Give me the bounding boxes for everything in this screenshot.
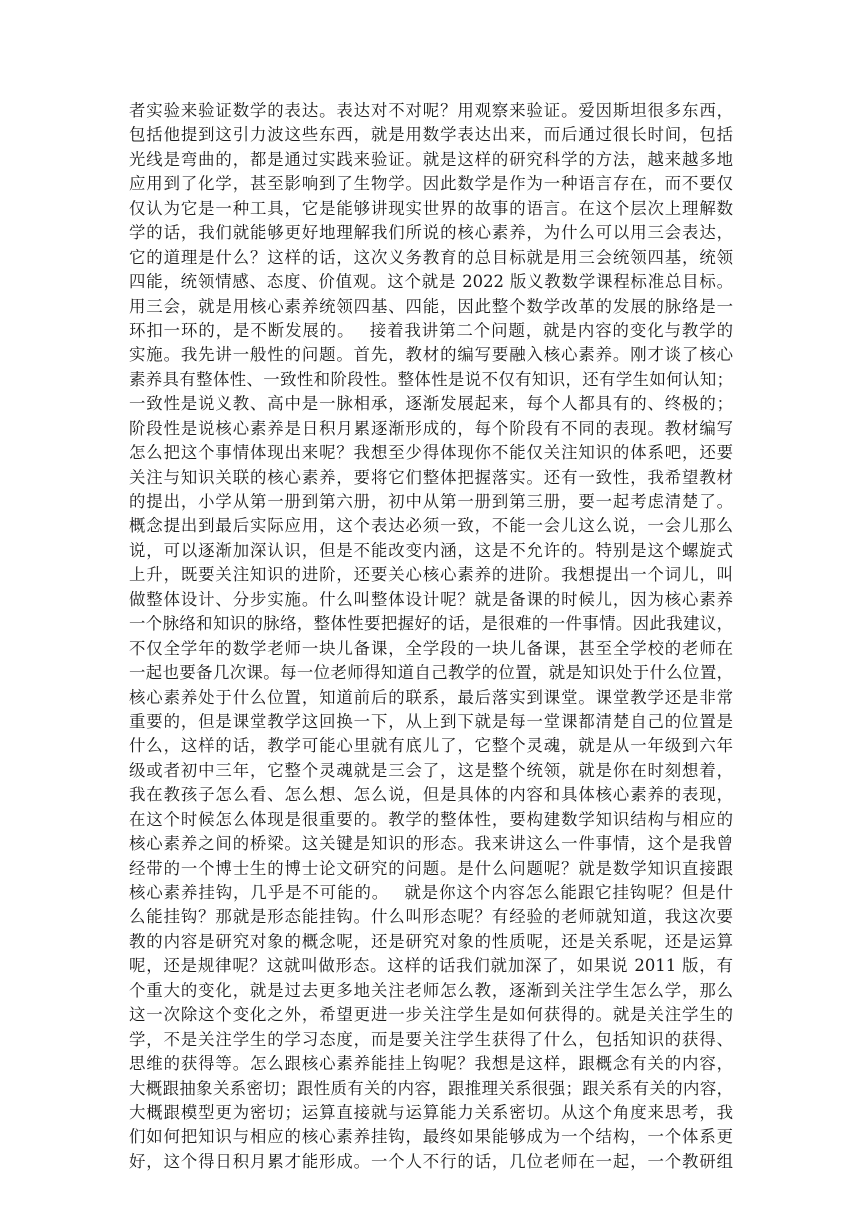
text-line: 仅认为它是一种工具，它是能够讲现实世界的故事的语言。在这个层次上理解数 (129, 198, 733, 218)
text-line: 大概跟模型更为密切；运算直接就与运算能力关系密切。从这个角度来思考，我 (129, 1102, 733, 1122)
text-line: 大概跟抽象关系密切；跟性质有关的内容，跟推理关系很强；跟关系有关的内容， (129, 1078, 733, 1098)
text-line: 素养具有整体性、一致性和阶段性。整体性是说不仅有知识，还有学生如何认知； (129, 369, 733, 389)
text-line: 级或者初中三年，它整个灵魂就是三会了，这是整个统领，就是你在时刻想着， (129, 760, 733, 780)
text-line: 学，不是关注学生的学习态度，而是要关注学生获得了什么，包括知识的获得、 (129, 1029, 733, 1049)
text-line: 光线是弯曲的，都是通过实践来验证。就是这样的研究科学的方法，越来越多地 (129, 149, 733, 169)
text-line: 一个脉络和知识的脉络，整体性要把握好的话，是很难的一件事情。因此我建议， (129, 614, 733, 634)
text-line: 我在教孩子怎么看、怎么想、怎么说，但是具体的内容和具体核心素养的表现， (129, 785, 733, 805)
text-line: 什么，这样的话，教学可能心里就有底儿了，它整个灵魂，就是从一年级到六年 (129, 736, 733, 756)
text-line: 核心素养处于什么位置，知道前后的联系，最后落实到课堂。课堂教学还是非常 (129, 687, 733, 707)
text-line: 怎么把这个事情体现出来呢？我想至少得体现你不能仅关注知识的体系吧，还要 (129, 443, 733, 463)
body-text (129, 99, 733, 1174)
text-line: 核心素养挂钩，几乎是不可能的。 就是你这个内容怎么能跟它挂钩呢？但是什 (129, 883, 733, 902)
text-line: 核心素养之间的桥梁。这关键是知识的形态。我来讲这么一件事情，这个是我曾 (129, 834, 733, 854)
text-line: 者实验来验证数学的表达。表达对不对呢？用观察来验证。爱因斯坦很多东西， (129, 101, 733, 120)
text-line: 们如何把知识与相应的核心素养挂钩，最终如果能够成为一个结构，一个体系更 (129, 1127, 733, 1147)
text-line: 做整体设计、分步实施。什么叫整体设计呢？就是备课的时候儿，因为核心素养 (129, 589, 733, 609)
text-line: 一致性是说义教、高中是一脉相承，逐渐发展起来，每个人都具有的、终极的； (129, 394, 733, 414)
text-line: 上升，既要关注知识的进阶，还要关心核心素养的进阶。我想提出一个词儿，叫 (129, 565, 733, 585)
text-line: 这一次除这个变化之外，希望更进一步关注学生是如何获得的。就是关注学生的 (129, 1005, 733, 1025)
text-line: 四能，统领情感、态度、价值观。这个就是 2022 版义教数学课程标准总目标。 (129, 272, 733, 292)
text-line: 应用到了化学，甚至影响到了生物学。因此数学是作为一种语言存在，而不要仅 (129, 174, 733, 194)
text-line: 学的话，我们就能够更好地理解我们所说的核心素养，为什么可以用三会表达， (129, 223, 733, 243)
text-line: 呢，还是规律呢？这就叫做形态。这样的话我们就加深了，如果说 2011 版，有 (129, 956, 733, 976)
text-line: 实施。我先讲一般性的问题。首先，教材的编写要融入核心素养。刚才谈了核心 (129, 345, 733, 365)
text-line: 重要的，但是课堂教学这回换一下，从上到下就是每一堂课都清楚自己的位置是 (129, 711, 733, 731)
text-line: 在这个时候怎么体现是很重要的。教学的整体性，要构建数学知识结构与相应的 (129, 809, 733, 829)
text-line: 教的内容是研究对象的概念呢，还是研究对象的性质呢，还是关系呢，还是运算 (129, 931, 733, 951)
text-line: 环扣一环的，是不断发展的。 接着我讲第二个问题，就是内容的变化与教学的 (129, 320, 733, 340)
text-line: 不仅全学年的数学老师一块儿备课，全学段的一块儿备课，甚至全学校的老师在 (129, 638, 733, 658)
text-line: 么能挂钩？那就是形态能挂钩。什么叫形态呢？有经验的老师就知道，我这次要 (129, 907, 733, 927)
text-line: 经带的一个博士生的博士论文研究的问题。是什么问题呢？就是数学知识直接跟 (129, 858, 733, 878)
text-line: 思维的获得等。怎么跟核心素养能挂上钩呢？我想是这样，跟概念有关的内容， (129, 1054, 733, 1074)
text-line: 一起也要备几次课。每一位老师得知道自己教学的位置，就是知识处于什么位置， (129, 663, 733, 683)
text-line: 用三会，就是用核心素养统领四基、四能，因此整个数学改革的发展的脉络是一 (129, 296, 733, 316)
text-line: 的提出，小学从第一册到第六册，初中从第一册到第三册，要一起考虑清楚了。 (129, 492, 733, 511)
text-line: 好，这个得日积月累才能形成。一个人不行的话，几位老师在一起，一个教研组 (129, 1151, 733, 1171)
text-line: 个重大的变化，就是过去更多地关注老师怎么教，逐渐到关注学生怎么学，那么 (129, 980, 733, 1000)
text-line: 概念提出到最后实际应用，这个表达必须一致，不能一会儿这么说，一会儿那么 (129, 516, 733, 536)
text-line: 关注与知识关联的核心素养，要将它们整体把握落实。还有一致性，我希望教材 (129, 467, 733, 487)
text-line: 说，可以逐渐加深认识，但是不能改变内涵，这是不允许的。特别是这个螺旋式 (129, 540, 733, 560)
text-line: 它的道理是什么？这样的话，这次义务教育的总目标就是用三会统领四基，统领 (129, 247, 733, 267)
text-line: 包括他提到这引力波这些东西，就是用数学表达出来，而后通过很长时间，包括 (129, 125, 733, 145)
text-line: 阶段性是说核心素养是日积月累逐渐形成的，每个阶段有不同的表现。教材编写 (129, 418, 733, 438)
